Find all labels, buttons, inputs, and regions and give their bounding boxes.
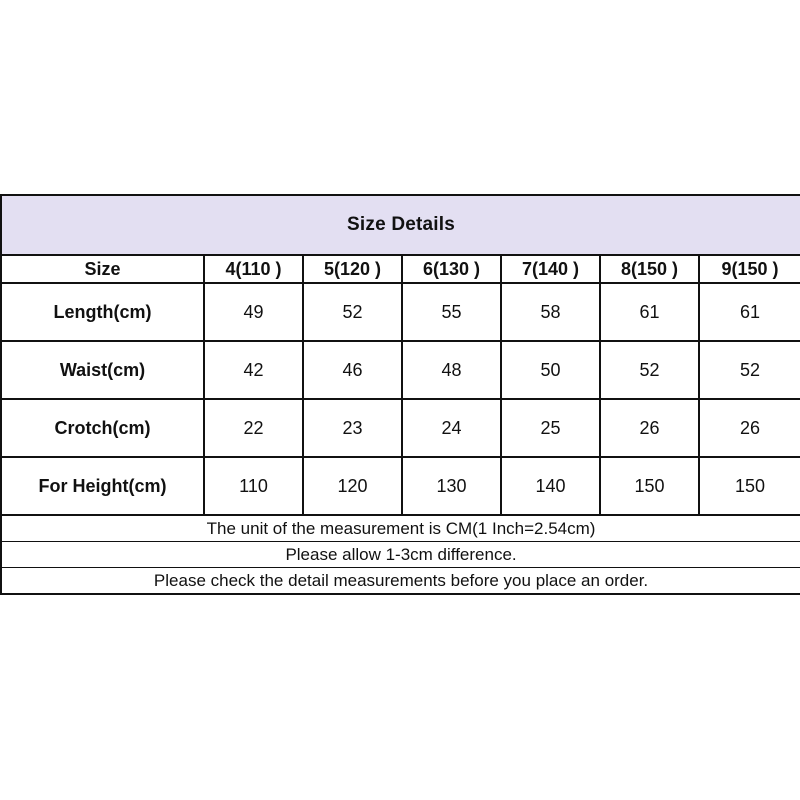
table-cell: 52 [699, 341, 800, 399]
row-label-for-height: For Height(cm) [1, 457, 204, 515]
table-cell: 52 [600, 341, 699, 399]
table-cell: 140 [501, 457, 600, 515]
table-cell: 48 [402, 341, 501, 399]
table-cell: 61 [699, 283, 800, 341]
header-size-8: 8(150 ) [600, 255, 699, 283]
table-cell: 150 [600, 457, 699, 515]
note-row-difference [1, 542, 800, 568]
table-cell: 26 [600, 399, 699, 457]
table-cell: 120 [303, 457, 402, 515]
table-cell: 49 [204, 283, 303, 341]
header-size-6: 6(130 ) [402, 255, 501, 283]
table-cell: 46 [303, 341, 402, 399]
note-unit: The unit of the measurement is CM(1 Inch=2.54cm) [1, 515, 800, 542]
table-cell: 61 [600, 283, 699, 341]
size-details-table [0, 194, 800, 595]
row-for-height [1, 457, 800, 515]
note-row-check [1, 568, 800, 595]
table-cell: 58 [501, 283, 600, 341]
table-cell: 22 [204, 399, 303, 457]
header-size-9: 9(150 ) [699, 255, 800, 283]
table-cell: 23 [303, 399, 402, 457]
table-cell: 55 [402, 283, 501, 341]
title-row [1, 195, 800, 255]
table-cell: 50 [501, 341, 600, 399]
row-label-length: Length(cm) [1, 283, 204, 341]
table-cell: 52 [303, 283, 402, 341]
table-title: Size Details [1, 195, 800, 255]
note-row-unit [1, 515, 800, 542]
table-cell: 26 [699, 399, 800, 457]
row-crotch [1, 399, 800, 457]
header-size-7: 7(140 ) [501, 255, 600, 283]
header-size-4: 4(110 ) [204, 255, 303, 283]
table-cell: 130 [402, 457, 501, 515]
header-size-5: 5(120 ) [303, 255, 402, 283]
table-cell: 42 [204, 341, 303, 399]
table-cell: 24 [402, 399, 501, 457]
note-difference: Please allow 1-3cm difference. [1, 542, 800, 568]
header-row [1, 255, 800, 283]
table-cell: 150 [699, 457, 800, 515]
table-cell: 110 [204, 457, 303, 515]
table-cell: 25 [501, 399, 600, 457]
note-check-measurements: Please check the detail measurements before you place an order. [1, 568, 800, 595]
header-size-label: Size [1, 255, 204, 283]
row-label-waist: Waist(cm) [1, 341, 204, 399]
row-waist [1, 341, 800, 399]
row-length [1, 283, 800, 341]
row-label-crotch: Crotch(cm) [1, 399, 204, 457]
